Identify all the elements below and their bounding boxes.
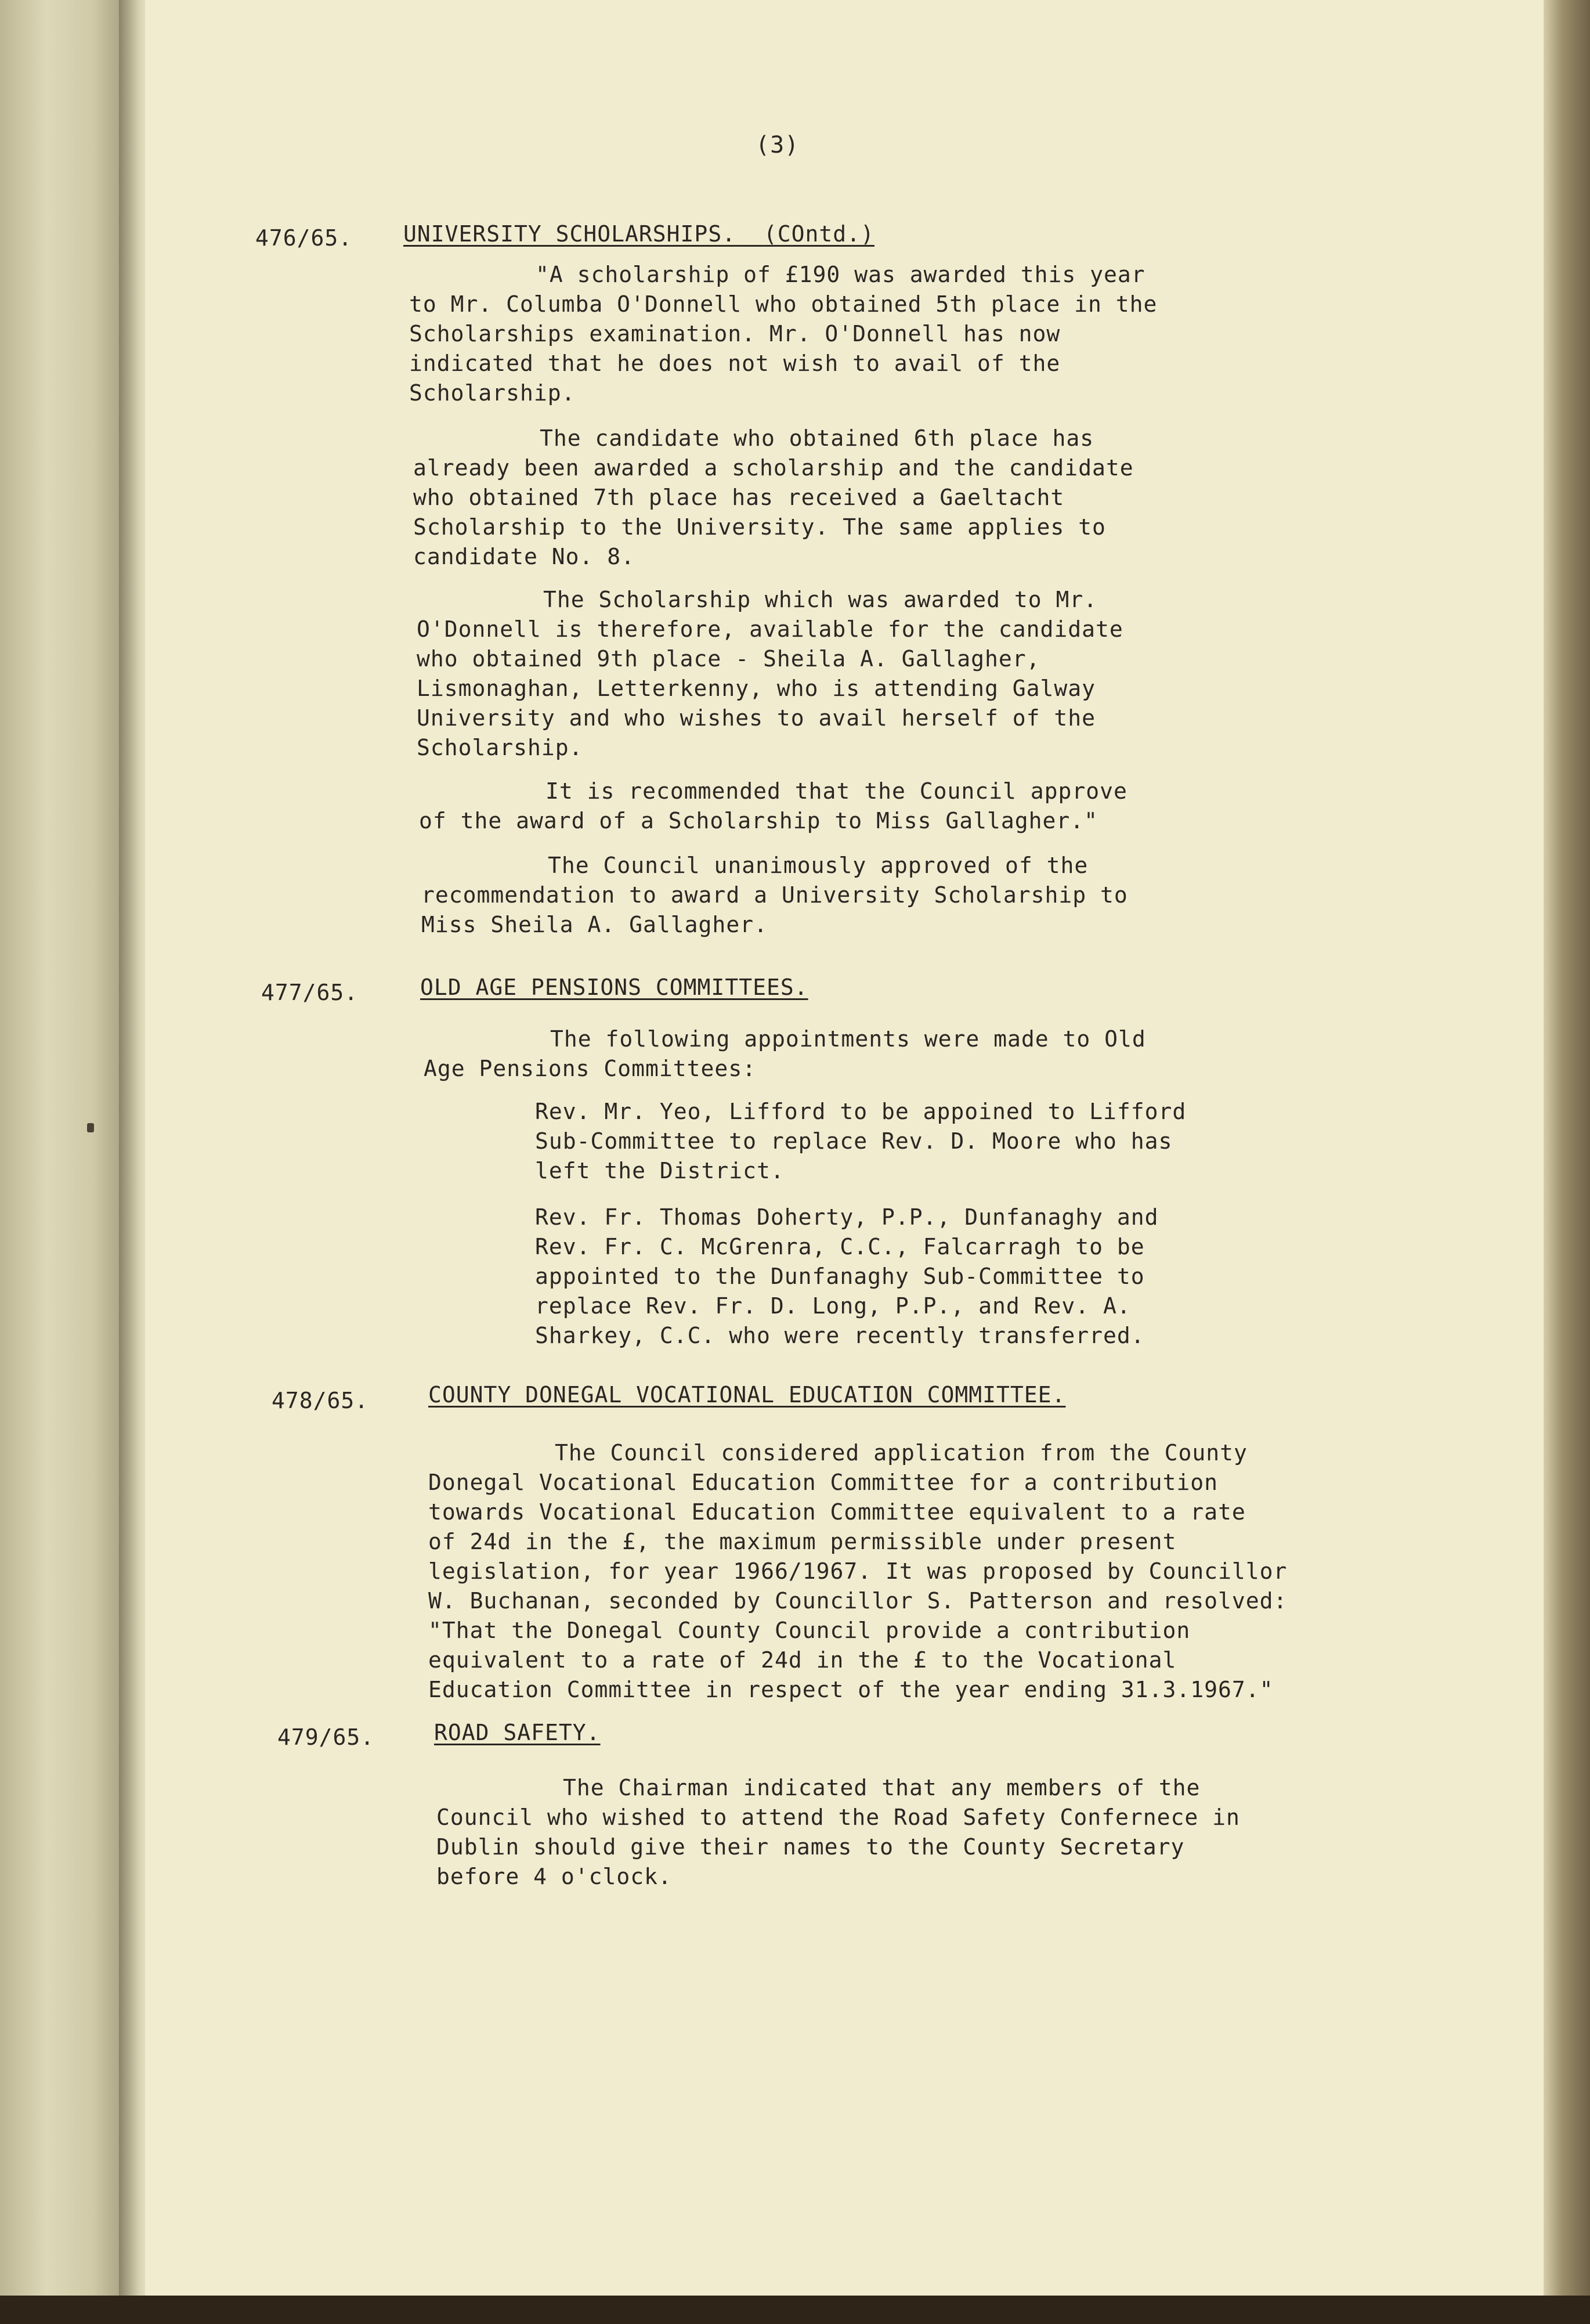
section-number: 476/65.: [255, 225, 353, 251]
paragraph: The Council unanimously approved of the recommendation to award a University Scholarship to Miss Sheila A. Gallagher.: [421, 853, 1128, 937]
heading-continued: (COntd.): [763, 221, 874, 247]
paragraph: The following appointments were made to Old Age Pensions Committees:: [424, 1026, 1146, 1081]
heading-text: UNIVERSITY SCHOLARSHIPS.: [403, 221, 736, 247]
section-heading: [403, 219, 874, 249]
section-heading: COUNTY DONEGAL VOCATIONAL EDUCATION COMMITTEE.: [428, 1382, 1066, 1408]
paragraph: The Chairman indicated that any members of the Council who wished to attend the Road Safety Confernece in Dublin should give their names to the County Secretary before 4 o'clock.: [436, 1775, 1240, 1889]
facing-page-edge: [0, 0, 133, 2304]
section-heading: ROAD SAFETY.: [434, 1720, 601, 1745]
paragraph: The candidate who obtained 6th place has already been awarded a scholarship and the candidate who obtained 7th place has received a Gaeltacht Scholarship to the University. The same applies to candidate No. 8.: [413, 425, 1134, 569]
paragraph: Rev. Mr. Yeo, Lifford to be appoined to Lifford Sub-Committee to replace Rev. D. Moore who has left the District.: [535, 1099, 1187, 1183]
book-bottom-edge: [0, 2296, 1590, 2324]
section-number: 477/65.: [261, 980, 359, 1005]
paragraph: The Council considered application from the County Donegal Vocational Education Committee for a contribution towards Vocational Education Committee equivalent to a rate of 24d in the £, the maximum permissible under present legislation, for year 1966/1967. It was proposed by Councillor W. Buchanan, seconded by Councillor S. Patterson and resolved: "That the Donegal County Council provide a contribution equivalent to a rate of 24d in the £ to the Vocational Education Committee in respect of the year ending 31.3.1967.": [428, 1440, 1288, 1702]
paragraph: It is recommended that the Council approve of the award of a Scholarship to Miss Gallagher.": [419, 778, 1128, 833]
section-number: 479/65.: [277, 1724, 375, 1750]
section-number: 478/65.: [272, 1388, 369, 1413]
paragraph: Rev. Fr. Thomas Doherty, P.P., Dunfanaghy and Rev. Fr. C. McGrenra, C.C., Falcarragh to be appointed to the Dunfanaghy Sub-Committee to replace Rev. Fr. D. Long, P.P., and Rev. A. Sharkey, C.C. who were recently transferred.: [535, 1204, 1159, 1348]
page-number: (3): [756, 132, 800, 158]
page-stack-edge: [1544, 0, 1590, 2304]
section-heading: OLD AGE PENSIONS COMMITTEES.: [420, 975, 808, 1000]
ink-mark: [87, 1123, 94, 1132]
paragraph: The Scholarship which was awarded to Mr. O'Donnell is therefore, available for the candidate who obtained 9th place - Sheila A. Gallagher, Lismonaghan, Letterkenny, who is attending Galway University and who wishes to avail herself of the Scholarship.: [417, 587, 1123, 760]
paragraph: "A scholarship of £190 was awarded this year to Mr. Columba O'Donnell who obtained 5th place in the Scholarships examination. Mr. O'Donnell has now indicated that he does not wish to avail of the Scholarship.: [409, 262, 1158, 406]
